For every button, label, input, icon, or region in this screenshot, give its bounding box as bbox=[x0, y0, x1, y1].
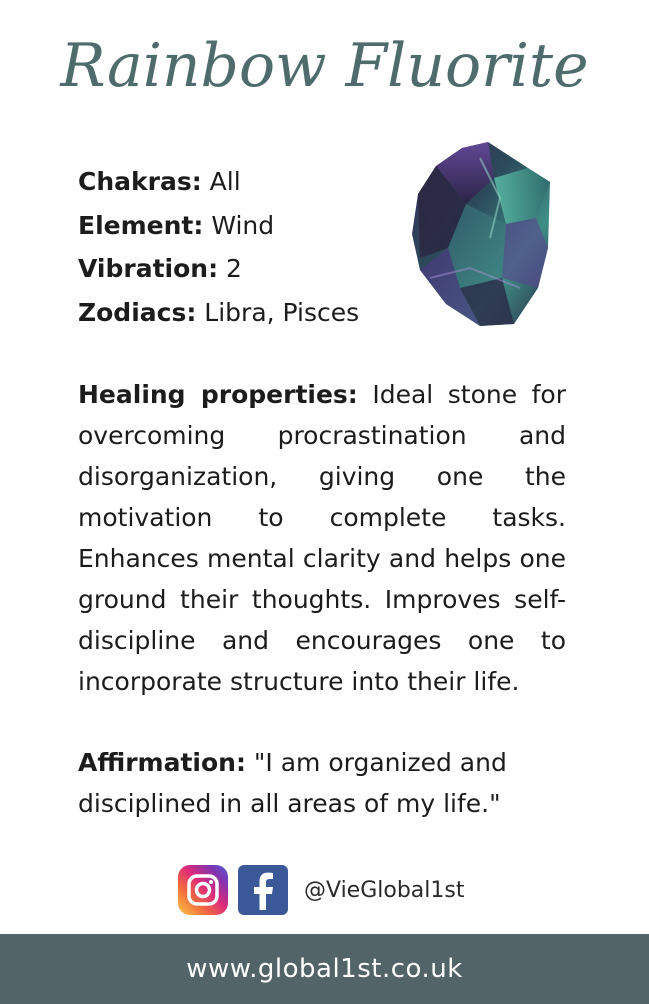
attribute-label: Chakras: bbox=[78, 167, 202, 196]
fluorite-stone-image bbox=[410, 138, 556, 328]
attribute-label: Vibration: bbox=[78, 254, 219, 283]
stone-attributes bbox=[78, 160, 359, 334]
website-link[interactable]: www.global1st.co.uk bbox=[186, 954, 463, 984]
attribute-vibration bbox=[78, 247, 359, 291]
affirmation-text: "I am organized and disciplined in all areas of my life." bbox=[78, 748, 507, 818]
page-title: Rainbow Fluorite bbox=[60, 31, 589, 101]
attribute-chakras bbox=[78, 160, 359, 204]
attribute-value: Libra, Pisces bbox=[204, 297, 360, 327]
attribute-element bbox=[78, 204, 359, 248]
affirmation bbox=[78, 742, 528, 824]
attribute-value: Wind bbox=[211, 210, 275, 240]
social-links bbox=[178, 864, 464, 916]
healing-properties bbox=[78, 374, 566, 702]
affirmation-label: Affirmation: bbox=[78, 748, 246, 777]
attribute-zodiacs bbox=[78, 291, 359, 335]
attribute-value: 2 bbox=[226, 254, 242, 283]
healing-label: Healing properties: bbox=[78, 380, 358, 409]
attribute-label: Zodiacs: bbox=[78, 297, 197, 327]
instagram-icon[interactable] bbox=[178, 865, 228, 915]
healing-text: Ideal stone for overcoming procrastination and disorganization, giving one the motivation to complete tasks. Enhances mental clarity and helps one ground their thoughts. Improves self-discipline and encourages one to incorporate structure into their life. bbox=[78, 380, 566, 696]
attribute-value: All bbox=[209, 167, 241, 196]
social-handle[interactable]: @VieGlobal1st bbox=[304, 877, 465, 903]
facebook-icon[interactable] bbox=[238, 865, 288, 915]
attribute-label: Element: bbox=[78, 210, 204, 240]
footer-bar bbox=[0, 934, 649, 1004]
